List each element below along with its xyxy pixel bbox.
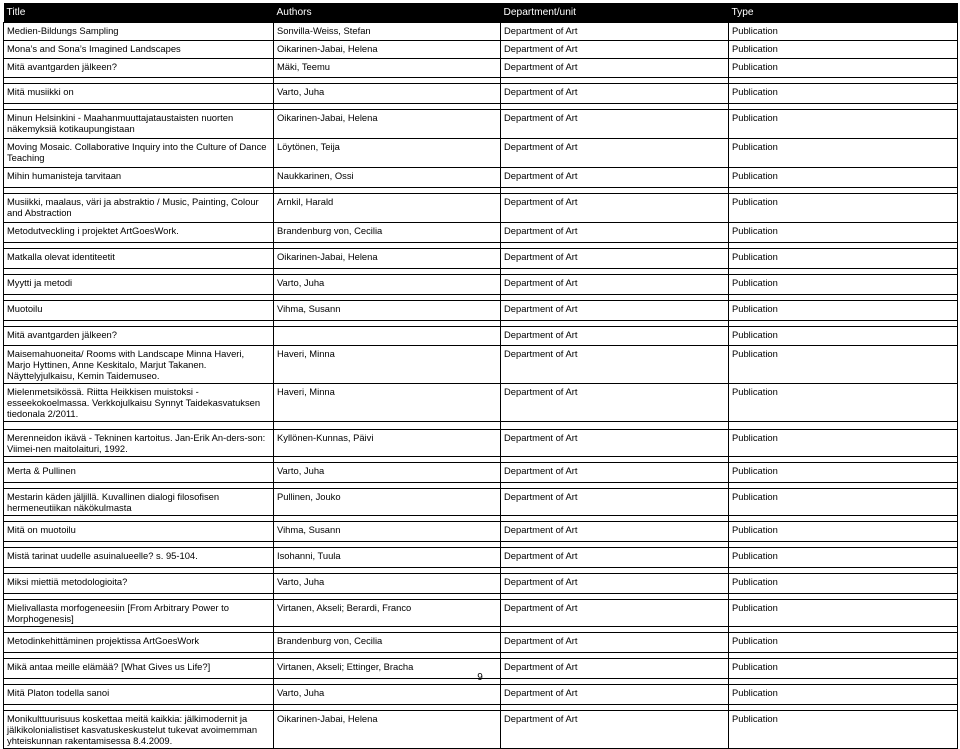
cell-department: Department of Art: [501, 574, 729, 594]
cell-department: Department of Art: [501, 489, 729, 516]
cell-department: Department of Art: [501, 711, 729, 749]
cell-type: Publication: [729, 711, 958, 749]
table-row: [4, 522, 958, 542]
table-row: [4, 23, 958, 41]
cell-title: Myytti ja metodi: [4, 275, 274, 295]
cell-type: Publication: [729, 574, 958, 594]
cell-authors: Varto, Juha: [274, 84, 501, 104]
table-body: [4, 23, 958, 749]
table-row: [4, 548, 958, 568]
header-authors: Authors: [274, 3, 501, 23]
cell-title: Maisemahuoneita/ Rooms with Landscape Minna Haveri, Marjo Hyttinen, Anne Keskitalo, Marjut Takanen. Näyttelyjulkaisu, Kemin Taidemuseo.: [4, 346, 274, 384]
cell-authors: Varto, Juha: [274, 574, 501, 594]
table-row: [4, 275, 958, 295]
cell-title: Mitä avantgarden jälkeen?: [4, 327, 274, 346]
cell-department: Department of Art: [501, 659, 729, 679]
table-row: [4, 249, 958, 269]
cell-title: Mitä Platon todella sanoi: [4, 685, 274, 705]
cell-authors: Haveri, Minna: [274, 384, 501, 422]
table-row: [4, 194, 958, 223]
table-row: [4, 600, 958, 627]
cell-authors: Brandenburg von, Cecilia: [274, 633, 501, 653]
cell-title: Moving Mosaic. Collaborative Inquiry into the Culture of Dance Teaching: [4, 139, 274, 168]
cell-type: Publication: [729, 194, 958, 223]
cell-type: Publication: [729, 110, 958, 139]
cell-title: Monikulttuurisuus koskettaa meitä kaikkia: jälkimodernit ja jälkikolonialistiset kasvatuskeskustelut tukevat avoimemman yhteiskunnan rakentamisessa 8.4.2009.: [4, 711, 274, 749]
cell-department: Department of Art: [501, 522, 729, 542]
cell-authors: Varto, Juha: [274, 685, 501, 705]
cell-type: Publication: [729, 327, 958, 346]
cell-authors: [274, 327, 501, 346]
cell-title: Musiikki, maalaus, väri ja abstraktio / Music, Painting, Colour and Abstraction: [4, 194, 274, 223]
cell-authors: Naukkarinen, Ossi: [274, 168, 501, 188]
cell-authors: Oikarinen-Jabai, Helena: [274, 110, 501, 139]
cell-type: Publication: [729, 223, 958, 243]
cell-department: Department of Art: [501, 301, 729, 321]
table-row: [4, 384, 958, 422]
cell-title: Mona’s and Sona’s Imagined Landscapes: [4, 41, 274, 59]
cell-department: Department of Art: [501, 110, 729, 139]
table-row: [4, 327, 958, 346]
cell-title: Mikä antaa meille elämää? [What Gives us Life?]: [4, 659, 274, 679]
cell-title: Mitä on muotoilu: [4, 522, 274, 542]
cell-authors: Mäki, Teemu: [274, 59, 501, 78]
cell-department: Department of Art: [501, 84, 729, 104]
table-row: [4, 711, 958, 749]
spacer-cell: [274, 422, 501, 430]
cell-type: Publication: [729, 168, 958, 188]
cell-type: Publication: [729, 249, 958, 269]
cell-type: Publication: [729, 346, 958, 384]
cell-authors: Varto, Juha: [274, 463, 501, 483]
cell-title: Mielenmetsikössä. Riitta Heikkisen muistoksi - esseekokoelmassa. Verkkojulkaisu Synnyt Taidekasvatuksen tiedonala 2/2011.: [4, 384, 274, 422]
table-row: [4, 489, 958, 516]
cell-type: Publication: [729, 301, 958, 321]
cell-authors: Oikarinen-Jabai, Helena: [274, 41, 501, 59]
cell-department: Department of Art: [501, 548, 729, 568]
table-row: [4, 59, 958, 78]
cell-type: Publication: [729, 84, 958, 104]
cell-type: Publication: [729, 522, 958, 542]
cell-authors: Kyllönen-Kunnas, Päivi: [274, 430, 501, 457]
cell-authors: Pullinen, Jouko: [274, 489, 501, 516]
cell-authors: Isohanni, Tuula: [274, 548, 501, 568]
cell-title: Mitä avantgarden jälkeen?: [4, 59, 274, 78]
cell-title: Miksi miettiä metodologioita?: [4, 574, 274, 594]
table-row: [4, 41, 958, 59]
table-row: [4, 574, 958, 594]
cell-title: Merenneidon ikävä - Tekninen kartoitus. Jan-Erik An-ders-son: Viimei-nen maitolaituri, 1992.: [4, 430, 274, 457]
header-title: Title: [4, 3, 274, 23]
cell-department: Department of Art: [501, 223, 729, 243]
cell-title: Minun Helsinkini - Maahanmuuttajataustaisten nuorten näkemyksiä kotikaupungistaan: [4, 110, 274, 139]
row-spacer: [4, 422, 958, 430]
cell-authors: Haveri, Minna: [274, 346, 501, 384]
cell-type: Publication: [729, 139, 958, 168]
table-row: [4, 633, 958, 653]
header-type: Type: [729, 3, 958, 23]
table-row: [4, 430, 958, 457]
spacer-cell: [729, 422, 958, 430]
cell-type: Publication: [729, 685, 958, 705]
header-row: [4, 3, 958, 23]
cell-type: Publication: [729, 384, 958, 422]
cell-type: Publication: [729, 463, 958, 483]
cell-title: Mihin humanisteja tarvitaan: [4, 168, 274, 188]
cell-authors: Virtanen, Akseli; Ettinger, Bracha: [274, 659, 501, 679]
cell-type: Publication: [729, 275, 958, 295]
cell-authors: Oikarinen-Jabai, Helena: [274, 249, 501, 269]
cell-department: Department of Art: [501, 327, 729, 346]
cell-department: Department of Art: [501, 41, 729, 59]
cell-authors: Brandenburg von, Cecilia: [274, 223, 501, 243]
cell-authors: Löytönen, Teija: [274, 139, 501, 168]
cell-title: Matkalla olevat identiteetit: [4, 249, 274, 269]
cell-department: Department of Art: [501, 600, 729, 627]
cell-department: Department of Art: [501, 633, 729, 653]
cell-type: Publication: [729, 659, 958, 679]
cell-authors: Vihma, Susann: [274, 522, 501, 542]
cell-department: Department of Art: [501, 685, 729, 705]
table-row: [4, 168, 958, 188]
cell-type: Publication: [729, 600, 958, 627]
cell-authors: Oikarinen-Jabai, Helena: [274, 711, 501, 749]
cell-title: Medien-Bildungs Sampling: [4, 23, 274, 41]
cell-type: Publication: [729, 633, 958, 653]
cell-type: Publication: [729, 548, 958, 568]
cell-authors: Vihma, Susann: [274, 301, 501, 321]
cell-title: Mistä tarinat uudelle asuinalueelle? s. 95-104.: [4, 548, 274, 568]
cell-department: Department of Art: [501, 384, 729, 422]
cell-type: Publication: [729, 430, 958, 457]
cell-department: Department of Art: [501, 249, 729, 269]
table-row: [4, 84, 958, 104]
spacer-cell: [501, 422, 729, 430]
cell-department: Department of Art: [501, 139, 729, 168]
cell-department: Department of Art: [501, 430, 729, 457]
cell-type: Publication: [729, 23, 958, 41]
cell-title: Merta & Pullinen: [4, 463, 274, 483]
cell-authors: Arnkil, Harald: [274, 194, 501, 223]
cell-type: Publication: [729, 41, 958, 59]
cell-department: Department of Art: [501, 168, 729, 188]
table-row: [4, 685, 958, 705]
cell-title: Mestarin käden jäljillä. Kuvallinen dialogi filosofisen hermeneutiikan näkökulmasta: [4, 489, 274, 516]
cell-authors: Sonvilla-Weiss, Stefan: [274, 23, 501, 41]
cell-title: Metodutveckling i projektet ArtGoesWork.: [4, 223, 274, 243]
cell-department: Department of Art: [501, 23, 729, 41]
header-department: Department/unit: [501, 3, 729, 23]
cell-department: Department of Art: [501, 59, 729, 78]
cell-authors: Virtanen, Akseli; Berardi, Franco: [274, 600, 501, 627]
table-row: [4, 346, 958, 384]
cell-department: Department of Art: [501, 194, 729, 223]
table-row: [4, 139, 958, 168]
page-number: 9: [477, 672, 483, 683]
cell-department: Department of Art: [501, 275, 729, 295]
cell-type: Publication: [729, 59, 958, 78]
cell-title: Muotoilu: [4, 301, 274, 321]
table-row: [4, 301, 958, 321]
table-row: [4, 223, 958, 243]
cell-department: Department of Art: [501, 346, 729, 384]
table-row: [4, 110, 958, 139]
cell-type: Publication: [729, 489, 958, 516]
cell-title: Mielivallasta morfogeneesiin [From Arbitrary Power to Morphogenesis]: [4, 600, 274, 627]
publications-table: [3, 3, 958, 749]
table-row: [4, 463, 958, 483]
cell-title: Metodinkehittäminen projektissa ArtGoesWork: [4, 633, 274, 653]
spacer-cell: [4, 422, 274, 430]
cell-authors: Varto, Juha: [274, 275, 501, 295]
cell-title: Mitä musiikki on: [4, 84, 274, 104]
cell-department: Department of Art: [501, 463, 729, 483]
